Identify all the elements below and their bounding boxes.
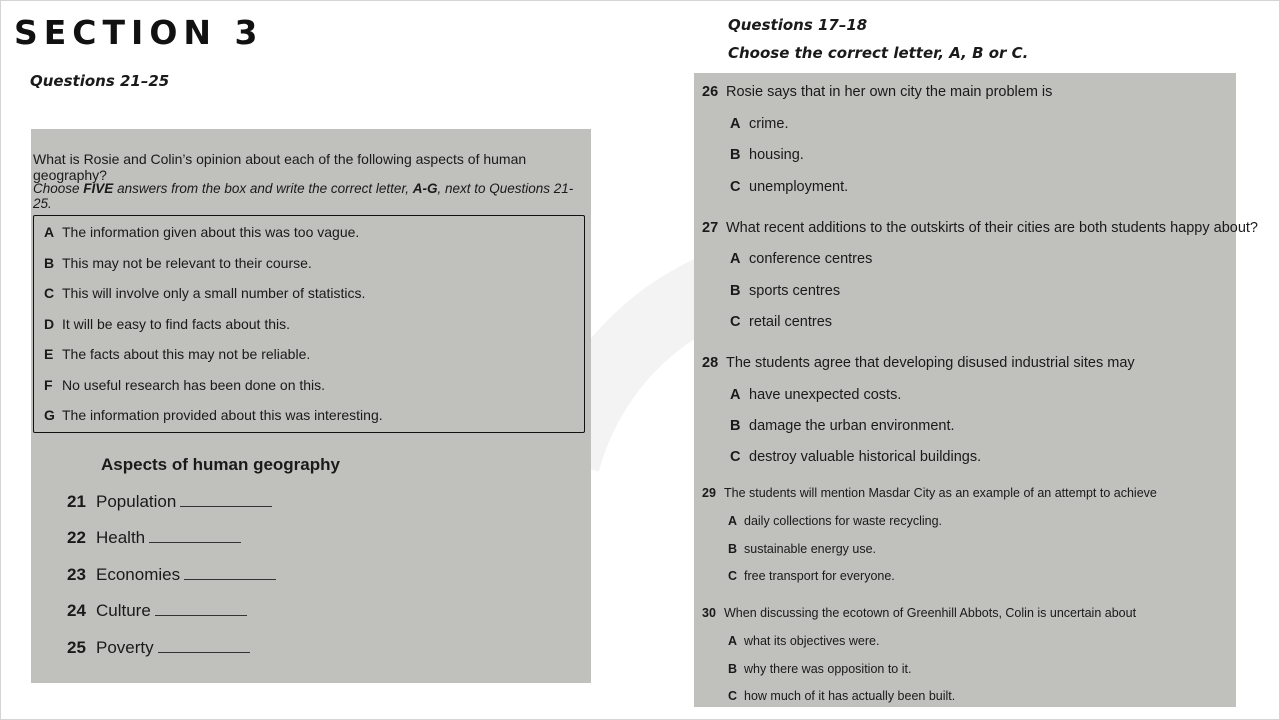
answer-option[interactable] — [728, 542, 876, 556]
option-row — [44, 316, 290, 332]
question-text: Rosie says that in her own city the main problem is — [726, 84, 1053, 100]
aspect-number: 23 — [67, 565, 86, 584]
aspects-title: Aspects of human geography — [101, 455, 340, 474]
left-question-range: Questions 21–25 — [30, 72, 170, 90]
question-stem — [702, 220, 1258, 236]
option-text: what its objectives were. — [744, 634, 880, 648]
answer-option[interactable] — [728, 662, 911, 676]
right-instruction: Choose the correct letter, A, B or C. — [728, 44, 1029, 62]
option-text: The facts about this may not be reliable. — [62, 346, 311, 362]
instruction-part: answers from the box and write the correct letter, — [113, 181, 413, 196]
option-row — [44, 285, 365, 301]
option-letter: C — [730, 179, 741, 195]
option-row — [44, 224, 359, 240]
question-number: 28 — [702, 355, 719, 371]
option-letter: B — [728, 542, 738, 556]
option-letter: A — [730, 387, 741, 403]
question-number: 27 — [702, 220, 719, 236]
aspect-label: Poverty — [96, 638, 154, 657]
answer-blank[interactable] — [184, 578, 276, 580]
option-text: destroy valuable historical buildings. — [749, 449, 982, 465]
option-row — [44, 407, 383, 423]
aspect-label: Culture — [96, 601, 151, 620]
question-number: 30 — [702, 606, 716, 620]
option-text: free transport for everyone. — [744, 569, 895, 583]
option-text: how much of it has actually been built. — [744, 689, 956, 703]
matching-instruction — [33, 181, 591, 211]
aspect-row — [67, 565, 276, 585]
option-letter: B — [728, 662, 738, 676]
option-text: This will involve only a small number of statistics. — [62, 285, 366, 301]
question-stem — [702, 486, 1157, 500]
instruction-part: Choose — [33, 181, 84, 196]
option-letter: B — [730, 147, 741, 163]
option-text: sustainable energy use. — [744, 542, 877, 556]
answer-blank[interactable] — [180, 505, 272, 507]
option-row — [44, 377, 325, 393]
question-stem — [702, 355, 1135, 371]
option-text: retail centres — [749, 314, 833, 330]
answer-option[interactable] — [730, 179, 848, 195]
option-row — [44, 255, 312, 271]
instruction-emphasis: A-G — [412, 181, 438, 196]
question-number: 29 — [702, 486, 716, 500]
answer-option[interactable] — [730, 387, 901, 403]
aspect-label: Health — [96, 528, 146, 547]
answer-option[interactable] — [730, 147, 804, 163]
section-title: SECTION 3 — [14, 13, 264, 52]
option-text: housing. — [749, 147, 804, 163]
option-letter: C — [44, 285, 55, 301]
option-text: sports centres — [749, 283, 841, 299]
option-letter: F — [44, 377, 53, 393]
aspect-row — [67, 492, 272, 512]
option-letter: C — [730, 314, 741, 330]
option-letter: A — [730, 116, 741, 132]
answer-option[interactable] — [730, 449, 981, 465]
matching-question: What is Rosie and Colin’s opinion about each of the following aspects of human geography? — [33, 151, 527, 183]
option-letter: E — [44, 346, 54, 362]
answer-blank[interactable] — [158, 651, 250, 653]
answer-blank[interactable] — [155, 614, 247, 616]
answer-option[interactable] — [730, 251, 872, 267]
matching-panel — [31, 129, 591, 683]
options-box — [33, 215, 585, 433]
option-row — [44, 346, 310, 362]
option-text: conference centres — [749, 251, 873, 267]
aspect-row — [67, 601, 247, 621]
aspect-number: 25 — [67, 638, 86, 657]
option-text: daily collections for waste recycling. — [744, 514, 942, 528]
aspect-number: 22 — [67, 528, 86, 547]
aspect-label: Population — [96, 492, 177, 511]
aspect-row — [67, 528, 241, 548]
option-letter: A — [728, 634, 738, 648]
answer-option[interactable] — [728, 634, 879, 648]
answer-option[interactable] — [730, 116, 788, 132]
option-letter: B — [730, 283, 741, 299]
question-text: The students will mention Masdar City as an example of an attempt to achieve — [724, 486, 1157, 500]
answer-option[interactable] — [728, 689, 955, 703]
option-letter: C — [728, 569, 738, 583]
option-letter: G — [44, 407, 55, 423]
answer-blank[interactable] — [149, 541, 241, 543]
option-text: have unexpected costs. — [749, 387, 902, 403]
option-text: The information given about this was too vague. — [62, 224, 360, 240]
instruction-part: , next to Questions 21-25. — [33, 181, 574, 211]
aspect-number: 24 — [67, 601, 86, 620]
option-letter: A — [730, 251, 741, 267]
right-question-range: Questions 17–18 — [728, 16, 868, 34]
answer-option[interactable] — [728, 514, 942, 528]
aspect-label: Economies — [96, 565, 181, 584]
multiple-choice-panel — [694, 73, 1258, 707]
question-stem — [702, 606, 1136, 620]
question-number: 26 — [702, 84, 719, 100]
option-letter: A — [728, 514, 738, 528]
option-letter: B — [730, 418, 741, 434]
option-text: why there was opposition to it. — [744, 662, 912, 676]
question-text: When discussing the ecotown of Greenhill Abbots, Colin is uncertain about — [724, 606, 1137, 620]
option-text: crime. — [749, 116, 789, 132]
answer-option[interactable] — [730, 283, 840, 299]
option-text: It will be easy to find facts about this. — [62, 316, 291, 332]
answer-option[interactable] — [730, 418, 955, 434]
question-stem — [702, 84, 1052, 100]
question-text: What recent additions to the outskirts of their cities are both students happy about? — [726, 220, 1258, 236]
answer-option[interactable] — [730, 314, 832, 330]
option-text: The information provided about this was interesting. — [62, 407, 383, 423]
aspect-number: 21 — [67, 492, 86, 511]
option-letter: A — [44, 224, 55, 240]
answer-option[interactable] — [728, 569, 895, 583]
option-text: damage the urban environment. — [749, 418, 955, 434]
option-text: This may not be relevant to their course. — [62, 255, 312, 271]
aspect-row — [67, 638, 250, 658]
option-letter: C — [730, 449, 741, 465]
option-letter: C — [728, 689, 738, 703]
instruction-emphasis: FIVE — [83, 181, 114, 196]
option-letter: B — [44, 255, 55, 271]
question-text: The students agree that developing disused industrial sites may — [726, 355, 1135, 371]
option-text: No useful research has been done on this. — [62, 377, 326, 393]
option-letter: D — [44, 316, 55, 332]
option-text: unemployment. — [749, 179, 849, 195]
